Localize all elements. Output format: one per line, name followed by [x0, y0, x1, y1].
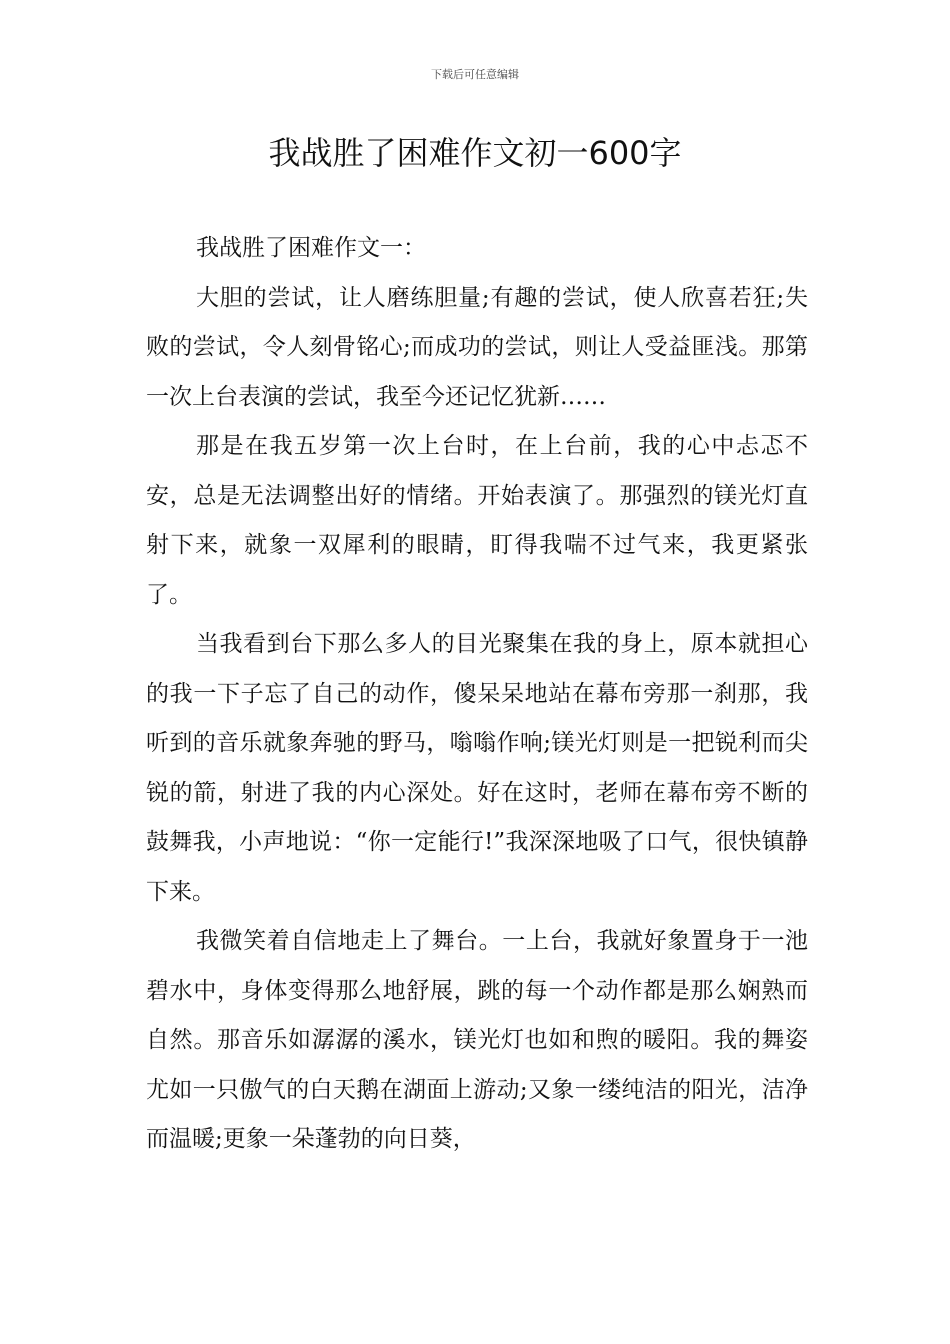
- document-title: 我战胜了困难作文初一600字: [268, 134, 682, 172]
- paragraph: 大胆的尝试，让人磨练胆量;有趣的尝试，使人欣喜若狂;失败的尝试，令人刻骨铭心;而成功的尝试，则让人受益匪浅。那第一次上台表演的尝试，我至今还记忆犹新……: [146, 284, 808, 410]
- paragraph: 那是在我五岁第一次上台时，在上台前，我的心中忐忑不安，总是无法调整出好的情绪。开始表演了。那强烈的镁光灯直射下来，就象一双犀利的眼睛，盯得我喘不过气来，我更紧张了。: [146, 433, 808, 608]
- paragraph: 我微笑着自信地走上了舞台。一上台，我就好象置身于一池碧水中，身体变得那么地舒展，跳的每一个动作都是那么娴熟而自然。那音乐如潺潺的溪水，镁光灯也如和煦的暖阳。我的舞姿尤如一只傲气的白天鹅在湖面上游动;又象一缕纯洁的阳光，洁净而温暖;更象一朵蓬勃的向日葵，: [146, 928, 808, 1152]
- header-note: 下载后可任意编辑: [431, 68, 519, 81]
- paragraph-intro: 我战胜了困难作文一：: [196, 235, 426, 261]
- document-body: [146, 224, 808, 1165]
- paragraph: 当我看到台下那么多人的目光聚集在我的身上，原本就担心的我一下子忘了自己的动作，傻呆呆地站在幕布旁那一刹那，我听到的音乐就象奔驰的野马，嗡嗡作响;镁光灯则是一把锐利而尖锐的箭，射进了我的内心深处。好在这时，老师在幕布旁不断的鼓舞我，小声地说：“你一定能行!”我深深地吸了口气，很快镇静下来。: [146, 631, 808, 905]
